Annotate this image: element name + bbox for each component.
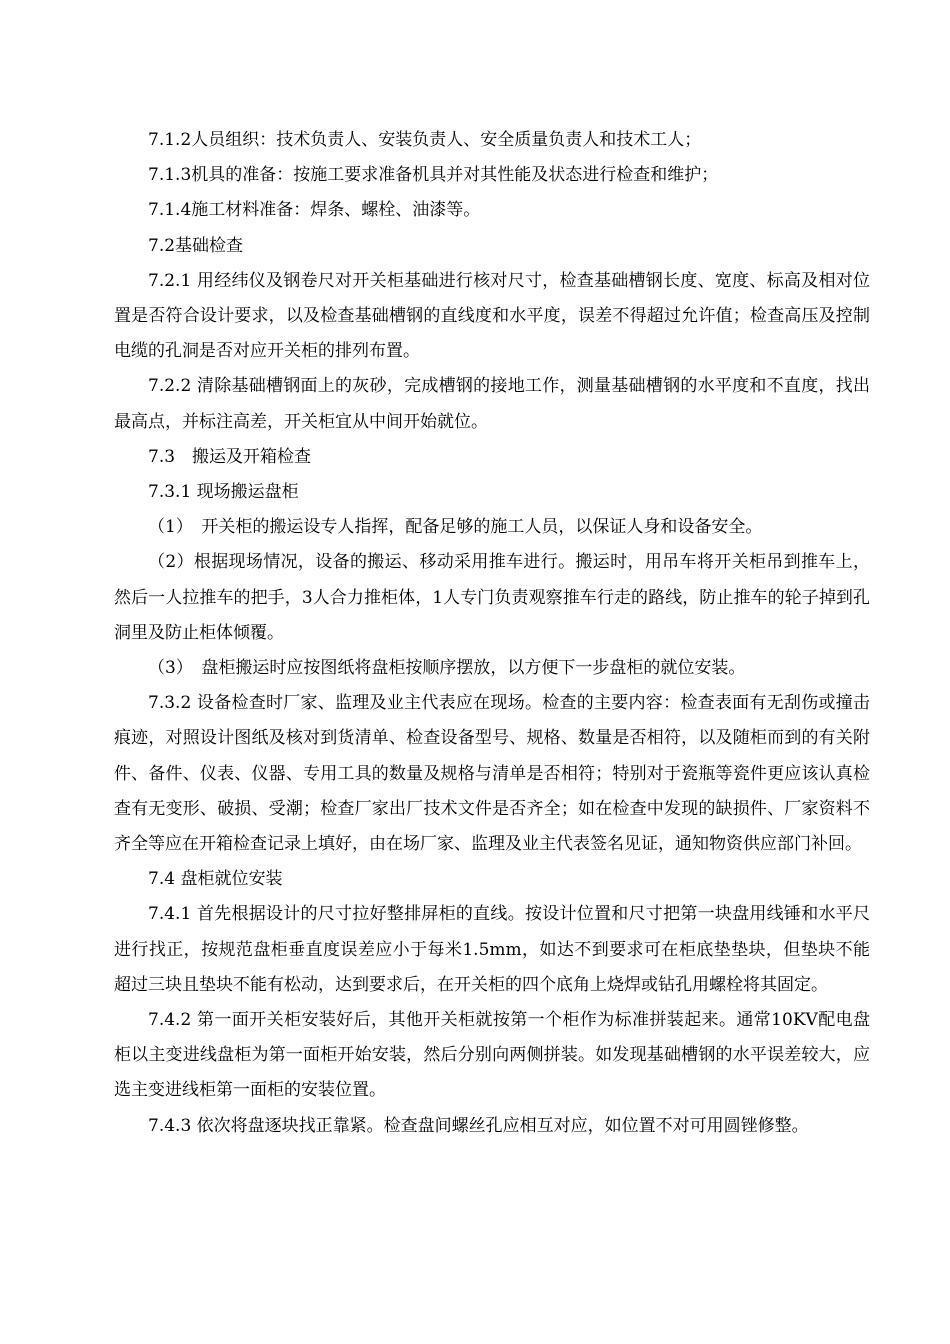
heading-7-4: 7.4 盘柜就位安装: [148, 869, 283, 890]
paragraph-7-3-2: 7.3.2 设备检查时厂家、监理及业主代表应在现场。检查的主要内容：检查表面有无刮伤或撞击痕迹，对照设计图纸及核对到货清单、检查设备型号、规格、数量是否相符，以及随柜而到的有关附件、备件、仪表、仪器、专用工具的数量及规格与清单是否相符；特别对于瓷瓶等瓷件更应该认真检查有无变形、破损、受潮；检查厂家出厂技术文件是否齐全；如在检查中发现的缺损件、厂家资料不齐全等应在开箱检查记录上填好，由在场厂家、监理及业主代表签名见证，通知物资供应部门补回。: [114, 693, 870, 855]
heading-7-3-1: 7.3.1 现场搬运盘柜: [148, 482, 299, 503]
document-body: [114, 123, 870, 1144]
paragraph-7-1-3: 7.1.3机具的准备：按施工要求准备机具并对其性能及状态进行检查和维护；: [148, 165, 719, 186]
list-item-2: （2）根据现场情况，设备的搬运、移动采用推车进行。搬运时，用吊车将开关柜吊到推车上，然后一人拉推车的把手，3人合力推柜体，1人专门负责观察推车行走的路线，防止推车的轮子掉到孔洞里及防止柜体倾覆。: [114, 552, 870, 643]
paragraph-7-1-4: 7.1.4施工材料准备：焊条、螺栓、油漆等。: [148, 200, 481, 221]
paragraph-7-1-2: 7.1.2人员组织：技术负责人、安装负责人、安全质量负责人和技术工人；: [148, 130, 702, 150]
paragraph-7-4-3: 7.4.3 依次将盘逐块找正靠紧。检查盘间螺丝孔应相互对应，如位置不对可用圆锉修整。: [148, 1115, 809, 1136]
paragraph-7-4-1: 7.4.1 首先根据设计的尺寸拉好整排屏柜的直线。按设计位置和尺寸把第一块盘用线锤和水平尺进行找正，按规范盘柜垂直度误差应小于每米1.5mm，如达不到要求可在柜底垫垫块，但垫块不能超过三块且垫块不能有松动，达到要求后，在开关柜的四个底角上烧焊或钻孔用螺栓将其固定。: [114, 904, 870, 995]
list-item-1: （1） 开关柜的搬运设专人指挥，配备足够的施工人员，以保证人身和设备安全。: [148, 517, 763, 538]
paragraph-7-4-2: 7.4.2 第一面开关柜安装好后，其他开关柜就按第一个柜作为标准拼装起来。通常10KV配电盘柜以主变进线盘柜为第一面柜开始安装，然后分别向两侧拼装。如发现基础槽钢的水平误差较大，应选主变进线柜第一面柜的安装位置。: [114, 1010, 870, 1101]
paragraph-7-2-1: 7.2.1 用经纬仪及钢卷尺对开关柜基础进行核对尺寸，检查基础槽钢长度、宽度、标高及相对位置是否符合设计要求，以及检查基础槽钢的直线度和水平度，误差不得超过允许值；检查高压及控制电缆的孔洞是否对应开关柜的排列布置。: [114, 270, 870, 362]
list-item-3: （3） 盘柜搬运时应按图纸将盘柜按顺序摆放，以方便下一步盘柜的就位安装。: [148, 658, 746, 679]
heading-7-2: 7.2基础检查: [148, 235, 244, 256]
heading-7-3: 7.3 搬运及开箱检查: [148, 446, 312, 467]
paragraph-7-2-2: 7.2.2 清除基础槽钢面上的灰砂，完成槽钢的接地工作，测量基础槽钢的水平度和不直度，找出最高点，并标注高差，开关柜宜从中间开始就位。: [114, 376, 870, 432]
